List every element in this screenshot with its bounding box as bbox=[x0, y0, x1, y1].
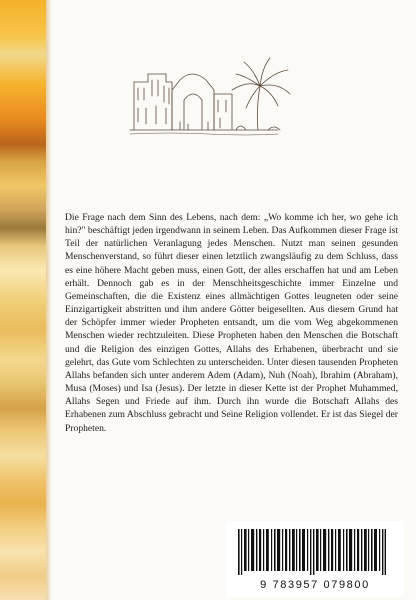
back-cover-blurb: Die Frage nach dem Sinn des Lebens, nach dem: „Wo komme ich her, wo gehe ich hin?" beschäftigt jeden irgendwann in seinem Leben. Das Aufkommen dieser Frage ist Teil der natürlichen Veranlagung jedes Menschen. Nutzt man seinen gesunden Menschenverstand, so führt dieser einen letztlich zwangsläufig zu dem Schluss, dass es eine höhere Macht geben muss, einen Gott, der alles erschaffen hat und am Leben erhält. Dennoch gab es in der Menschheitsgeschichte immer Einzelne und Gemeinschaften, die die Existenz eines allmächtigen Gottes leugneten oder seine Einzigartigkeit abstritten und ihm andere Götter beigesellten. Aus diesem Grund hat der Schöpfer immer wieder Propheten entsandt, um die vom Weg abgekommenen Menschen wieder rechtzuleiten. Diese Propheten haben den Menschen die Botschaft und die Religion des einzigen Gottes, Allahs des Erhabenen, überbracht und sie gelehrt, das Gute vom Schlechten zu unterscheiden. Unter diesen tausenden Propheten Allahs befanden sich unter anderem Adem (Adam), Nuh (Noah), Ibrahim (Abraham), Musa (Moses) und Isa (Jesus). Der letzte in dieser Kette ist der Prophet Muhammed, Allahs Segen und Friede auf ihm. Durch ihn wurde die Botschaft Allahs des Erhabenen zum Abschluss gebracht und Seine Religion vollendet. Er ist das Siegel der Propheten. bbox=[65, 212, 398, 434]
isbn-number: 9 783957 079800 bbox=[260, 579, 370, 591]
isbn-barcode-block bbox=[226, 521, 404, 597]
barcode-icon bbox=[238, 529, 386, 575]
ruins-and-palm-sketch-icon bbox=[128, 50, 293, 138]
decorative-side-strip bbox=[0, 0, 46, 600]
strip-fade bbox=[46, 0, 52, 600]
